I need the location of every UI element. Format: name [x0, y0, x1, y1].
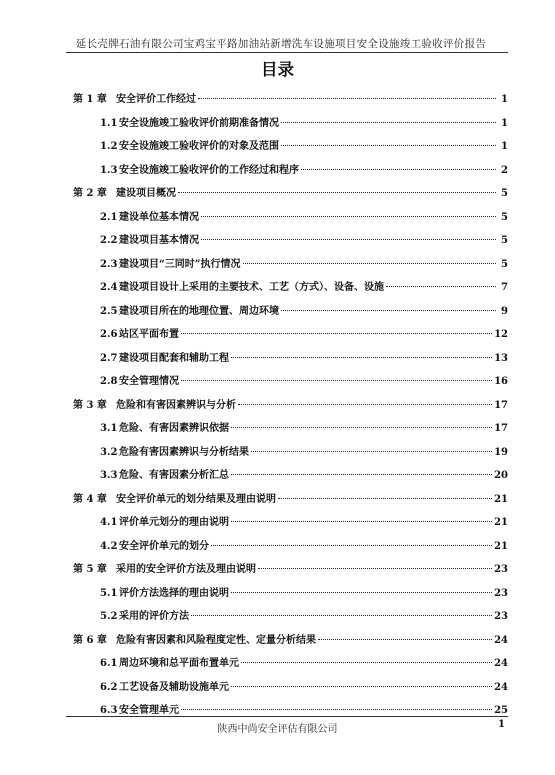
toc-dot-leader [181, 709, 492, 710]
toc-entry-title: 建设项目所在的地理位置、周边环境 [119, 305, 279, 317]
toc-section-entry[interactable] [100, 607, 508, 622]
toc-entry-title: 危险有害因素辨识与分析结果 [119, 446, 249, 458]
toc-entry-number: 第 6 章 [73, 634, 107, 646]
toc-entry-title: 建设项目“三同时”执行情况 [119, 258, 241, 270]
toc-page-number: 5 [501, 188, 508, 199]
toc-section-entry[interactable] [100, 678, 508, 693]
footer-rule [66, 716, 508, 717]
toc-dot-leader [251, 451, 492, 452]
toc-dot-leader [231, 521, 492, 522]
toc-entry-title: 建设单位基本情况 [119, 211, 199, 223]
toc-entry-title: 工艺设备及辅助设施单元 [119, 681, 229, 693]
toc-entry-number: 第 1 章 [73, 94, 107, 105]
toc-section-entry[interactable] [100, 278, 508, 293]
toc-entry-number: 6.2 [100, 681, 118, 693]
toc-page-number: 19 [494, 446, 508, 458]
toc-dot-leader [201, 216, 496, 217]
toc-entry-title: 安全设施竣工验收评价的工作经过和程序 [119, 164, 299, 176]
toc-page-number: 16 [494, 376, 508, 387]
toc-page-number: 23 [494, 587, 508, 599]
toc-dot-leader [243, 263, 496, 264]
toc-dot-leader [231, 357, 492, 358]
toc-entry-title: 建设项目基本情况 [119, 235, 199, 246]
toc-dot-leader [181, 333, 492, 334]
toc-dot-leader [231, 592, 492, 593]
toc-section-entry[interactable] [100, 302, 508, 317]
toc-section-entry[interactable] [100, 654, 508, 669]
toc-entry-number: 2.7 [100, 352, 118, 364]
toc-dot-leader [278, 498, 492, 499]
toc-page-number: 5 [501, 258, 508, 270]
toc-entry-number: 第 4 章 [73, 493, 107, 505]
toc-entry-title: 采用的评价方法 [119, 611, 189, 622]
toc-dot-leader [318, 639, 492, 640]
toc-section-entry[interactable] [100, 584, 508, 599]
toc-entry-title: 建设项目配套和辅助工程 [119, 352, 229, 364]
running-header: 延长壳牌石油有限公司宝鸡宝平路加油站新增洗车设施项目安全设施竣工验收评价报告 [75, 38, 487, 50]
toc-page-number: 23 [494, 611, 508, 622]
toc-section-entry[interactable] [100, 466, 508, 481]
toc-page-number: 9 [501, 305, 508, 317]
toc-page-number: 24 [494, 681, 508, 693]
toc-entry-number: 2.5 [100, 305, 118, 317]
toc-section-entry[interactable] [100, 349, 508, 364]
toc-title: 目录 [261, 60, 294, 79]
toc-chapter-entry[interactable] [73, 631, 508, 646]
toc-dot-leader [181, 380, 492, 381]
toc-entry-title: 安全设施竣工验收评价前期准备情况 [119, 117, 279, 129]
toc-entry-title: 建设项目设计上采用的主要技术、工艺（方式）、设备、设施 [119, 282, 384, 293]
toc-entry-number: 6.3 [100, 705, 118, 716]
toc-section-entry[interactable] [100, 701, 508, 716]
toc-entry-number: 第 3 章 [73, 399, 107, 411]
footer-page-number: 1 [498, 719, 505, 730]
toc-dot-leader [386, 286, 496, 287]
toc-entry-title: 危险有害因素和风险程度定性、定量分析结果 [116, 634, 316, 646]
toc-page-number: 21 [494, 517, 508, 528]
toc-entry-number: 1.1 [100, 117, 118, 129]
toc-page-number: 12 [494, 329, 508, 340]
toc-dot-leader [178, 192, 496, 193]
toc-entry-title: 安全评价单元的划分结果及理由说明 [116, 493, 276, 505]
toc-dot-leader [211, 545, 492, 546]
toc-page-number: 1 [501, 117, 508, 129]
toc-dot-leader [231, 686, 492, 687]
toc-entry-number: 5.1 [100, 587, 118, 599]
toc-page-number: 23 [494, 564, 508, 575]
toc-chapter-entry[interactable] [73, 560, 508, 575]
toc-page-number: 5 [501, 211, 508, 223]
toc-entry-number: 2.1 [100, 211, 118, 223]
toc-entry-title: 危险和有害因素辨识与分析 [116, 399, 236, 411]
toc-page-number: 7 [501, 282, 508, 293]
toc-page-number: 1 [501, 141, 508, 152]
toc-entry-number: 2.8 [100, 376, 118, 387]
toc-entry-number: 3.2 [100, 446, 118, 458]
toc-entry-number: 2.4 [100, 282, 118, 293]
toc-entry-title: 站区平面布置 [119, 329, 179, 340]
toc-entry-number: 3.3 [100, 470, 118, 481]
toc-page-number: 13 [494, 352, 508, 364]
toc-section-entry[interactable] [100, 114, 508, 129]
toc-chapter-entry[interactable] [73, 184, 508, 199]
toc-entry-number: 4.2 [100, 540, 118, 552]
toc-entry-number: 2.2 [100, 235, 118, 246]
toc-page-number: 2 [501, 164, 508, 176]
toc-dot-leader [281, 122, 496, 123]
toc-page-number: 17 [494, 423, 508, 434]
toc-section-entry[interactable] [100, 419, 508, 434]
toc-entry-title: 评价单元划分的理由说明 [119, 517, 229, 528]
toc-entry-title: 安全管理情况 [119, 376, 179, 387]
toc-dot-leader [231, 427, 492, 428]
toc-page-number: 17 [494, 399, 508, 411]
toc-page-number: 1 [501, 94, 508, 105]
toc-chapter-entry[interactable] [73, 396, 508, 411]
toc-entry-title: 安全评价工作经过 [116, 94, 196, 105]
toc-section-entry[interactable] [100, 537, 508, 552]
toc-section-entry[interactable] [100, 161, 508, 176]
toc-entry-title: 危险、有害因素辨识依据 [119, 423, 229, 434]
toc-page-number: 24 [494, 658, 508, 669]
toc-dot-leader [198, 98, 496, 99]
toc-entry-number: 2.6 [100, 329, 118, 340]
toc-entry-title: 危险、有害因素分析汇总 [119, 470, 229, 481]
toc-dot-leader [231, 474, 492, 475]
toc-entry-title: 安全设施竣工验收评价的对象及范围 [119, 141, 279, 152]
toc-entry-number: 2.3 [100, 258, 118, 270]
toc-page-number: 21 [494, 540, 508, 552]
toc-dot-leader [241, 662, 492, 663]
toc-section-entry[interactable] [100, 443, 508, 458]
toc-entry-title: 安全评价单元的划分 [119, 540, 209, 552]
toc-entry-number: 6.1 [100, 658, 118, 669]
toc-chapter-entry[interactable] [73, 490, 508, 505]
toc-entry-number: 1.3 [100, 164, 118, 176]
toc-entry-title: 建设项目概况 [116, 188, 176, 199]
toc-section-entry[interactable] [100, 513, 508, 528]
toc-entry-number: 第 2 章 [73, 188, 107, 199]
toc-entry-number: 4.1 [100, 517, 118, 528]
toc-entry-title: 采用的安全评价方法及理由说明 [116, 564, 256, 575]
toc-page-number: 21 [494, 493, 508, 505]
toc-section-entry[interactable] [100, 208, 508, 223]
toc-chapter-entry[interactable] [73, 90, 508, 105]
toc-section-entry[interactable] [100, 372, 508, 387]
toc-section-entry[interactable] [100, 325, 508, 340]
toc-entry-title: 周边环境和总平面布置单元 [119, 658, 239, 669]
toc-page-number: 25 [494, 705, 508, 716]
toc-section-entry[interactable] [100, 255, 508, 270]
toc-page-number: 20 [494, 470, 508, 481]
toc-entry-number: 1.2 [100, 141, 118, 152]
toc-dot-leader [281, 310, 496, 311]
toc-dot-leader [238, 404, 492, 405]
toc-section-entry[interactable] [100, 137, 508, 152]
toc-entry-title: 安全管理单元 [119, 705, 179, 716]
toc-entry-number: 第 5 章 [73, 564, 107, 575]
toc-dot-leader [201, 239, 496, 240]
toc-dot-leader [281, 145, 496, 146]
toc-dot-leader [191, 615, 492, 616]
toc-entry-number: 5.2 [100, 611, 118, 622]
toc-page-number: 24 [494, 634, 508, 646]
toc-entry-number: 3.1 [100, 423, 118, 434]
toc-dot-leader [258, 568, 492, 569]
toc-dot-leader [301, 169, 496, 170]
toc-section-entry[interactable] [100, 231, 508, 246]
footer-company: 陕西中尚安全评估有限公司 [217, 724, 338, 735]
toc-page-number: 5 [501, 235, 508, 246]
toc-entry-title: 评价方法选择的理由说明 [119, 587, 229, 599]
